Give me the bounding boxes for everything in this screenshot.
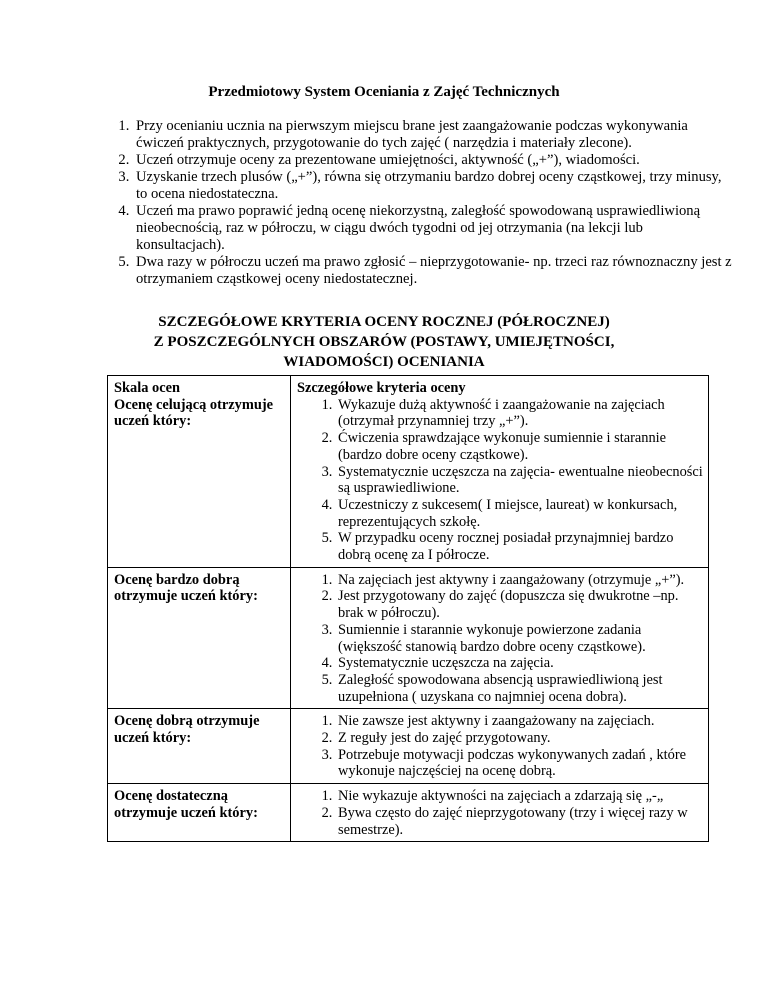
grade-label: Ocenę dostateczną otrzymuje uczeń który: [114, 788, 258, 821]
column-header-criteria: Szczegółowe kryteria oceny [297, 380, 466, 396]
list-item: 1. Nie zawsze jest aktywny i zaangażowany na zajęciach. [336, 713, 704, 730]
list-item: 4. Uczestniczy z sukcesem( I miejsce, laureat) w konkursach, reprezentujących szkołę. [336, 497, 704, 530]
grade-cell [108, 376, 291, 568]
list-item: 5. Dwa razy w półroczu uczeń ma prawo zgłosić – nieprzygotowanie- np. trzeci raz równoznaczny jest z otrzymaniem cząstkowej oceny niedostatecznej. [133, 254, 733, 288]
criteria-list [297, 397, 704, 564]
section-heading-line: WIADOMOŚCI) OCENIANIA [283, 354, 485, 370]
list-item: 1. Wykazuje dużą aktywność i zaangażowanie na zajęciach (otrzymał przynamniej trzy „+”). [336, 397, 704, 430]
list-item: 1. Nie wykazuje aktywności na zajęciach a zdarzają się „-„ [336, 788, 704, 805]
list-item: 3. Sumiennie i starannie wykonuje powierzone zadania (większość stanowią bardzo dobre oceny cząstkowe). [336, 622, 704, 655]
criteria-list [297, 788, 704, 838]
list-item: 1. Przy ocenianiu ucznia na pierwszym miejscu brane jest zaangażowanie podczas wykonywania ćwiczeń praktycznych, przygotowanie do tych zajęć ( narzędzia i materiały zlecone). [133, 118, 733, 152]
list-item: 2. Ćwiczenia sprawdzające wykonuje sumiennie i starannie (bardzo dobre oceny cząstkowe). [336, 430, 704, 463]
section-heading-line: Z POSZCZEGÓLNYCH OBSZARÓW (POSTAWY, UMIEJĘTNOŚCI, [153, 334, 615, 350]
table-row [108, 784, 709, 842]
list-item: 4. Uczeń ma prawo poprawić jedną ocenę niekorzystną, zaległość spowodowaną usprawiedliwioną nieobecnością, raz w półroczu, w ciągu dwóch tygodni od jej otrzymania (na lekcji lub konsultacjach). [133, 203, 733, 254]
grade-cell [108, 567, 291, 709]
grade-cell [108, 784, 291, 842]
list-item: 4. Systematycznie uczęszcza na zajęcia. [336, 655, 704, 672]
list-item: 5. Zaległość spowodowana absencją usprawiedliwioną jest uzupełniona ( uzyskana co najmniej ocena dobra). [336, 672, 704, 705]
list-item: 2. Jest przygotowany do zajęć (dopuszcza się dwukrotne –np. brak w półroczu). [336, 588, 704, 621]
grade-cell [108, 709, 291, 784]
criteria-list [297, 713, 704, 780]
intro-rules-list [106, 118, 733, 288]
list-item: 1. Na zajęciach jest aktywny i zaangażowany (otrzymuje „+”). [336, 572, 704, 589]
table-row [108, 376, 709, 568]
table-row [108, 709, 709, 784]
list-item: 2. Bywa często do zajęć nieprzygotowany (trzy i więcej razy w semestrze). [336, 805, 704, 838]
section-heading-line: SZCZEGÓŁOWE KRYTERIA OCENY ROCZNEJ (PÓŁROCZNEJ) [158, 314, 610, 330]
criteria-cell [291, 567, 709, 709]
grade-label: Ocenę bardzo dobrą otrzymuje uczeń który: [114, 571, 258, 605]
table-row [108, 567, 709, 709]
grade-label: Ocenę dobrą otrzymuje uczeń który: [114, 713, 260, 747]
criteria-list [297, 572, 704, 706]
section-heading [0, 312, 768, 372]
list-item: 3. Uzyskanie trzech plusów („+”), równa się otrzymaniu bardzo dobrej oceny cząstkowej, trzy minusy, to ocena niedostateczna. [133, 169, 733, 203]
criteria-cell [291, 709, 709, 784]
list-item: 2. Uczeń otrzymuje oceny za prezentowane umiejętności, aktywność („+”), wiadomości. [133, 152, 733, 169]
criteria-cell [291, 784, 709, 842]
criteria-table [107, 375, 709, 842]
list-item: 3. Potrzebuje motywacji podczas wykonywanych zadań , które wykonuje najczęściej na ocenę dobrą. [336, 747, 704, 780]
list-item: 5. W przypadku oceny rocznej posiadał przynajmniej bardzo dobrą ocenę za I półrocze. [336, 530, 704, 563]
list-item: 2. Z reguły jest do zajęć przygotowany. [336, 730, 704, 747]
grade-label: Ocenę celującą otrzymuje uczeń który: [114, 396, 274, 430]
column-header-grade-scale: Skala ocen [114, 380, 180, 396]
document-title: Przedmiotowy System Oceniania z Zajęć Technicznych [208, 84, 560, 100]
list-item: 3. Systematycznie uczęszcza na zajęcia- ewentualne nieobecności są usprawiedliwione. [336, 464, 704, 497]
criteria-cell [291, 376, 709, 568]
